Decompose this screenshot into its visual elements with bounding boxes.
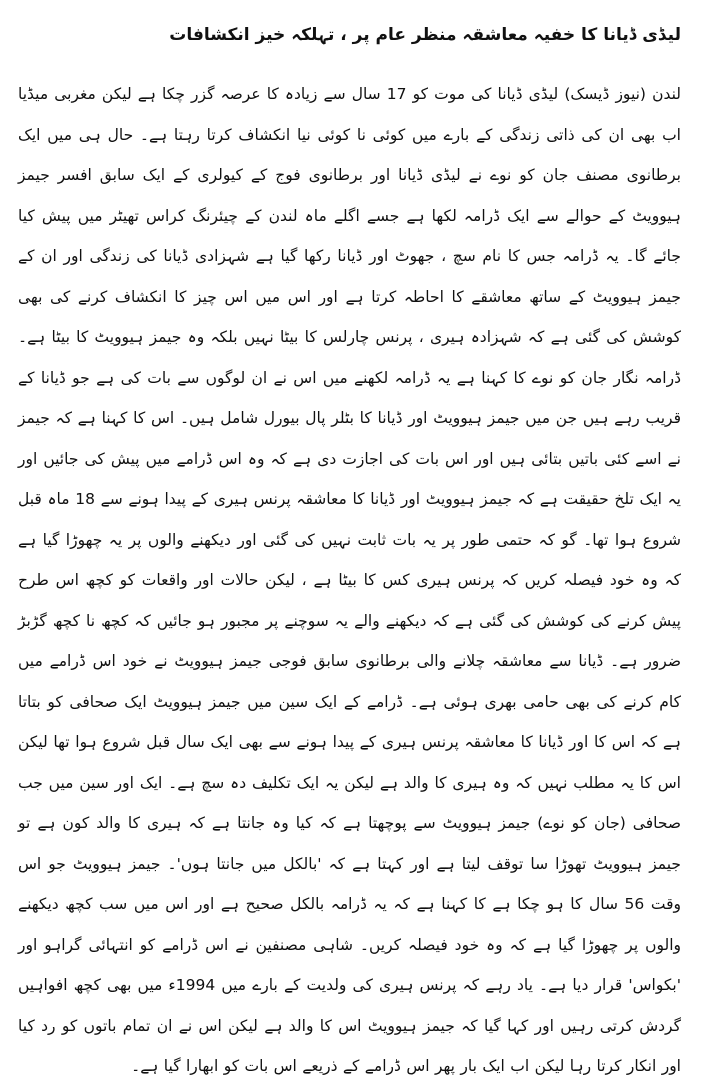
article-body-text: لندن (نیوز ڈیسک) لیڈی ڈیانا کی موت کو 17 سال سے زیادہ کا عرصہ گزر چکا ہے لیکن مغربی میڈیا اب بھی ان کی ذاتی زندگی کے بارے میں کوئی نا کوئی نیا انکشاف کرتا رہتا ہے۔ حال ہی میں ایک برطانوی مصنف جان کو نوے نے لیڈی ڈیانا اور برطانوی فوج کے کیولری کے ایک سابق افسر جیمز ہیوویٹ کے حوالے سے ایک ڈرامہ لکھا ہے جسے اگلے ماہ لندن کے چیئرنگ کراس تھیٹر میں پیش کیا جائے گا۔ یہ ڈرامہ جس کا نام سچ ، جھوٹ اور ڈیانا رکھا گیا ہے شہزادی ڈیانا کی زندگی اور ان کے جیمز ہیوویٹ کے ساتھ معاشقے کا احاطہ کرتا ہے اور اس میں اس چیز کا انکشاف کرنے کی بھی کوشش کی گئی ہے کہ شہزادہ ہیری ، پرنس چارلس کا بیٹا نہیں بلکہ وہ جیمز ہیوویٹ کا بیٹا ہے۔ ڈرامہ نگار جان کو نوے کا کہنا ہے یہ ڈرامہ لکھنے میں اس نے ان لوگوں سے بات کی ہے جو ڈیانا کے قریب رہے ہیں جن میں جیمز ہیوویٹ اور ڈیانا کا بٹلر پال بیورل شامل ہیں۔ اس کا کہنا ہے کہ جیمز نے اسے کئی باتیں بتائی ہیں اور اس بات کی اجازت دی ہے کہ وہ اس ڈرامے میں پیش کی جائیں اور یہ ایک تلخ حقیقت ہے کہ جیمز ہیوویٹ اور ڈیانا کا معاشقہ پرنس ہیری کے پیدا ہونے سے 18 ماہ قبل شروع ہوا تھا۔ گو کہ حتمی طور پر یہ بات ثابت نہیں کی گئی اور دیکھنے والوں پر یہ چھوڑا گیا ہے کہ وہ خود فیصلہ کریں کہ پرنس ہیری کس کا بیٹا ہے ، لیکن حالات اور واقعات کو کچھ اس طرح پیش کرنے کی کوشش کی گئی ہے کہ دیکھنے والے یہ سوچنے پر مجبور ہو جائیں کہ کچھ نا کچھ گڑبڑ ضرور ہے۔ ڈیانا سے معاشقہ چلانے والی برطانوی سابق فوجی جیمز ہیوویٹ نے خود اس ڈرامے میں کام کرنے کی بھی حامی بھری ہوئی ہے۔ ڈرامے کے ایک سین میں جیمز ہیوویٹ ایک صحافی کو بتاتا ہے کہ اس کا اور ڈیانا کا معاشقہ پرنس ہیری کے پیدا ہونے سے بھی ایک سال قبل شروع ہوا تھا لیکن اس کا یہ مطلب نہیں کہ وہ ہیری کا والد ہے لیکن یہ ایک تکلیف دہ سچ ہے۔ ایک اور سین میں جب صحافی (جان کو نوے) جیمز ہیوویٹ سے پوچھتا ہے کہ کیا وہ جانتا ہے کہ ہیری کا والد کون ہے تو جیمز ہیوویٹ تھوڑا سا توقف لیتا ہے اور کہتا ہے کہ 'بالکل میں جانتا ہوں'۔ جیمز ہیوویٹ جو اس وقت 56 سال کا ہو چکا ہے کا کہنا ہے کہ یہ ڈرامہ بالکل صحیح ہے اور اس میں سب کچھ دیکھنے والوں پر چھوڑا گیا ہے کہ وہ خود فیصلہ کریں۔ شاہی مصنفین نے اس ڈرامے کو انتہائی گراہو اور 'بکواس' قرار دیا ہے۔ یاد رہے کہ پرنس ہیری کی ولدیت کے بارے میں 1994ء میں بھی کچھ افواہیں گردش کرتی رہیں اور کہا گیا کہ جیمز ہیوویٹ اس کا والد ہے لیکن اس نے ان تمام باتوں کو رد کیا اور انکار کرتا رہا لیکن اب ایک بار پھر اس ڈرامے کے ذریعے اس بات کو ابھارا گیا ہے۔ <box>18 85 682 1075</box>
article-headline: لیڈی ڈیانا کا خفیہ معاشقہ منظر عام پر ، تہلکہ خیز انکشافات <box>169 25 681 45</box>
article-body-container <box>18 74 681 1087</box>
